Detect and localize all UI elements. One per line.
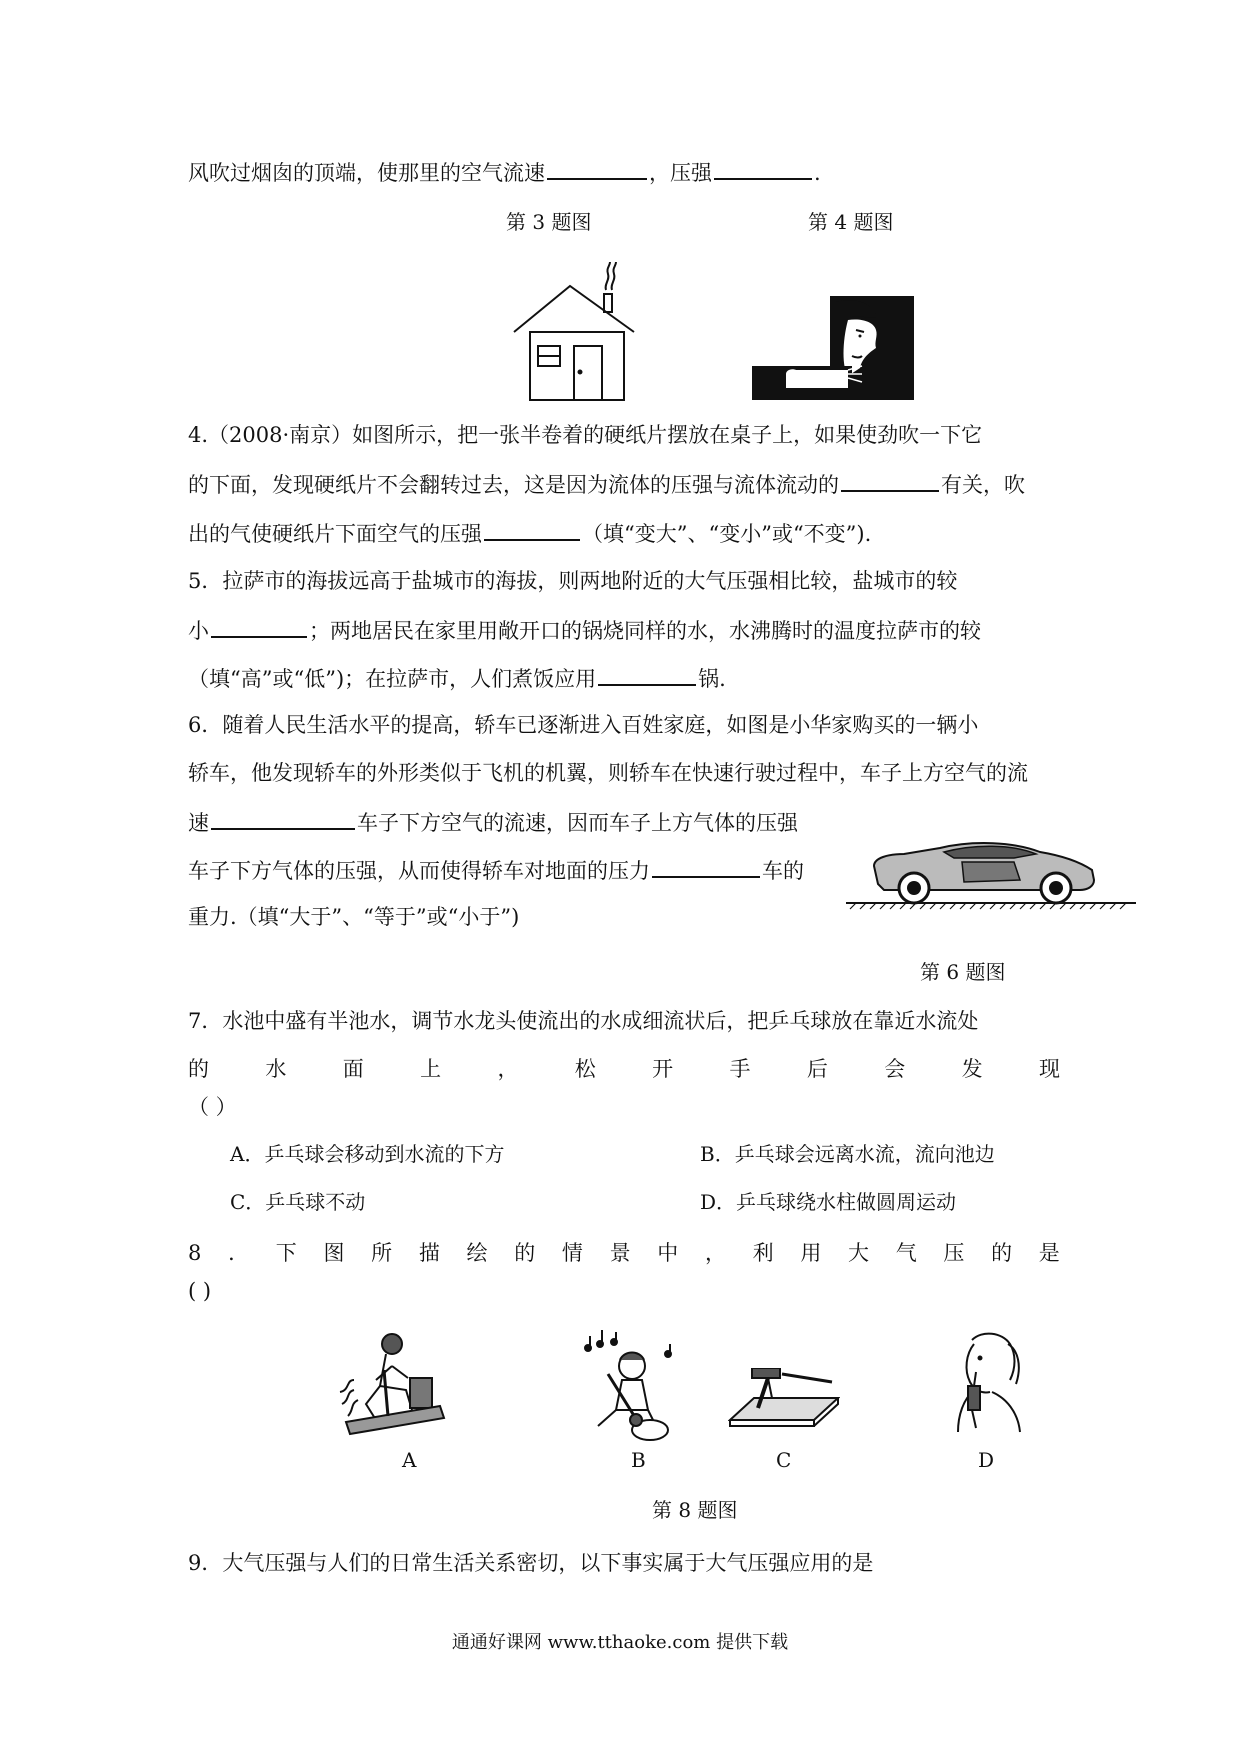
q8-char: 利 xyxy=(752,1241,774,1265)
blowing-card-figure xyxy=(752,296,914,400)
answer-blank[interactable] xyxy=(484,517,580,541)
q4-text: 的下面，发现硬纸片不会翻转过去，这是因为流体的压强与流体流动的 xyxy=(188,473,839,497)
answer-blank[interactable] xyxy=(714,156,812,180)
fig8-label-a: A xyxy=(402,1448,417,1472)
q8-char: 绘 xyxy=(466,1241,488,1265)
smoke xyxy=(606,262,610,290)
fig8-label-c: C xyxy=(776,1448,792,1472)
answer-blank[interactable] xyxy=(652,854,760,878)
q7-answer-bracket[interactable]: （ ） xyxy=(188,1095,237,1119)
q3-text-b: ，压强 xyxy=(649,161,712,185)
answer-blank[interactable] xyxy=(547,156,647,180)
q8-char: 中 xyxy=(657,1241,679,1265)
nail xyxy=(768,1378,772,1398)
q7-char: 会 xyxy=(884,1057,906,1081)
house-roof xyxy=(514,286,634,332)
scene-b-erhu-player-figure xyxy=(576,1326,680,1444)
answer-blank[interactable] xyxy=(211,614,307,638)
q5-text: 锅. xyxy=(698,667,726,691)
q6-line-2: 轿车，他发现轿车的外形类似于飞机的机翼，则轿车在快速行驶过程中，车子上方空气的流 xyxy=(188,761,1028,785)
fig4-caption: 第 4 题图 xyxy=(808,210,894,234)
q5-text: （填“高”或“低”)；在拉萨市，人们煮饭应用 xyxy=(188,667,597,691)
q8-char: 描 xyxy=(418,1241,440,1265)
q5-line-3 xyxy=(188,662,1060,694)
q6-line-3 xyxy=(188,806,828,838)
q7-line-2 xyxy=(188,1054,1060,1084)
q6-text: 车子下方空气的流速，因而车子上方气体的压强 xyxy=(357,811,798,835)
cup xyxy=(968,1386,980,1410)
q4-text: 有关，吹 xyxy=(941,473,1025,497)
q3-text-c: . xyxy=(814,161,821,185)
q8-char: 是 xyxy=(1038,1241,1060,1265)
q7-option-b[interactable]: B．乒乓球会远离水流，流向池边 xyxy=(700,1142,995,1166)
person-head xyxy=(382,1334,402,1354)
answer-blank[interactable] xyxy=(211,806,355,830)
q8-char: ． xyxy=(228,1241,250,1265)
stick xyxy=(384,1370,388,1416)
q5-line-1: 5．拉萨市的海拔远高于盐城市的海拔，则两地附近的大气压强相比较，盐城市的较 xyxy=(188,569,958,593)
fig8-label-b: B xyxy=(631,1448,646,1472)
answer-blank[interactable] xyxy=(598,662,696,686)
answer-blank[interactable] xyxy=(841,468,939,492)
q7-char: 手 xyxy=(729,1057,751,1081)
q8-char: 8 xyxy=(188,1241,202,1265)
q8-char: 的 xyxy=(991,1241,1013,1265)
scene-d-drinking-straw-figure xyxy=(932,1330,1032,1440)
q7-char: 现 xyxy=(1038,1057,1060,1081)
q8-line-1 xyxy=(188,1238,1060,1268)
q6-line-5: 重力.（填“大于”、“等于”或“小于”) xyxy=(188,905,520,929)
q7-line-1: 7．水池中盛有半池水，调节水龙头使流出的水成细流状后，把乒乓球放在靠近水流处 xyxy=(188,1009,979,1033)
q6-line-1: 6．随着人民生活水平的提高，轿车已逐渐进入百姓家庭，如图是小华家购买的一辆小 xyxy=(188,713,979,737)
q7-char: 面 xyxy=(342,1057,364,1081)
q7-char: 开 xyxy=(652,1057,674,1081)
q8-char: ， xyxy=(704,1241,726,1265)
q9-line-1: 9．大气压强与人们的日常生活关系密切，以下事实属于大气压强应用的是 xyxy=(188,1551,874,1575)
q8-char: 图 xyxy=(323,1241,345,1265)
q8-char: 景 xyxy=(609,1241,631,1265)
q7-char: 水 xyxy=(265,1057,287,1081)
chimney xyxy=(604,294,612,312)
smoke xyxy=(340,1380,358,1416)
q5-text: 小 xyxy=(188,619,209,643)
q7-char: 松 xyxy=(574,1057,596,1081)
q3-continuation-line xyxy=(188,156,1060,188)
q7-char: 发 xyxy=(961,1057,983,1081)
fig6-caption: 第 6 题图 xyxy=(920,960,1006,984)
q8-char: 气 xyxy=(895,1241,917,1265)
q7-char: 后 xyxy=(806,1057,828,1081)
q4-line-1: 4.（2008·南京）如图所示，把一张半卷着的硬纸片摆放在桌子上，如果使劲吹一下它 xyxy=(188,423,983,447)
q8-char: 的 xyxy=(514,1241,536,1265)
q5-line-2 xyxy=(188,614,1060,646)
q6-text: 车子下方气体的压强，从而使得轿车对地面的压力 xyxy=(188,859,650,883)
hammer-head xyxy=(752,1368,780,1378)
car-figure xyxy=(844,830,1138,910)
q4-line-3 xyxy=(188,517,1060,549)
q7-option-d[interactable]: D．乒乓球绕水柱做圆周运动 xyxy=(700,1190,957,1214)
q7-char: ， xyxy=(497,1057,519,1081)
q6-text: 速 xyxy=(188,811,209,835)
scene-c-hammer-nail-figure xyxy=(728,1368,840,1442)
q4-line-2 xyxy=(188,468,1060,500)
q8-char: 下 xyxy=(275,1241,297,1265)
scene-a-fire-drill-figure xyxy=(336,1330,450,1440)
q8-char: 用 xyxy=(800,1241,822,1265)
house-chimney-figure xyxy=(510,262,648,404)
q6-line-4 xyxy=(188,854,828,886)
fig8-caption: 第 8 题图 xyxy=(652,1498,738,1522)
q3-text-a: 风吹过烟囱的顶端，使那里的空气流速 xyxy=(188,161,545,185)
page-footer: 通通好课网 www.tthaoke.com 提供下载 xyxy=(451,1632,789,1653)
q8-answer-bracket[interactable]: ( ) xyxy=(188,1279,212,1303)
q8-char: 压 xyxy=(943,1241,965,1265)
q8-char: 情 xyxy=(561,1241,583,1265)
fig8-label-d: D xyxy=(978,1448,995,1472)
curved-card xyxy=(786,369,848,388)
q4-text: 出的气使硬纸片下面空气的压强 xyxy=(188,522,482,546)
car-door xyxy=(962,862,1020,882)
q8-char: 所 xyxy=(371,1241,393,1265)
q4-text: （填“变大”、“变小”或“不变”). xyxy=(582,522,872,546)
q7-option-c[interactable]: C．乒乓球不动 xyxy=(230,1190,366,1214)
q6-text: 车的 xyxy=(762,859,804,883)
q5-text: ；两地居民在家里用敞开口的锅烧同样的水，水沸腾时的温度拉萨市的较 xyxy=(309,619,981,643)
board xyxy=(730,1398,838,1420)
q7-char: 上 xyxy=(420,1057,442,1081)
q7-option-a[interactable]: A．乒乓球会移动到水流的下方 xyxy=(230,1142,505,1166)
log xyxy=(346,1406,444,1434)
fig3-caption: 第 3 题图 xyxy=(506,210,592,234)
q7-char: 的 xyxy=(188,1057,209,1081)
q8-char: 大 xyxy=(848,1241,869,1265)
